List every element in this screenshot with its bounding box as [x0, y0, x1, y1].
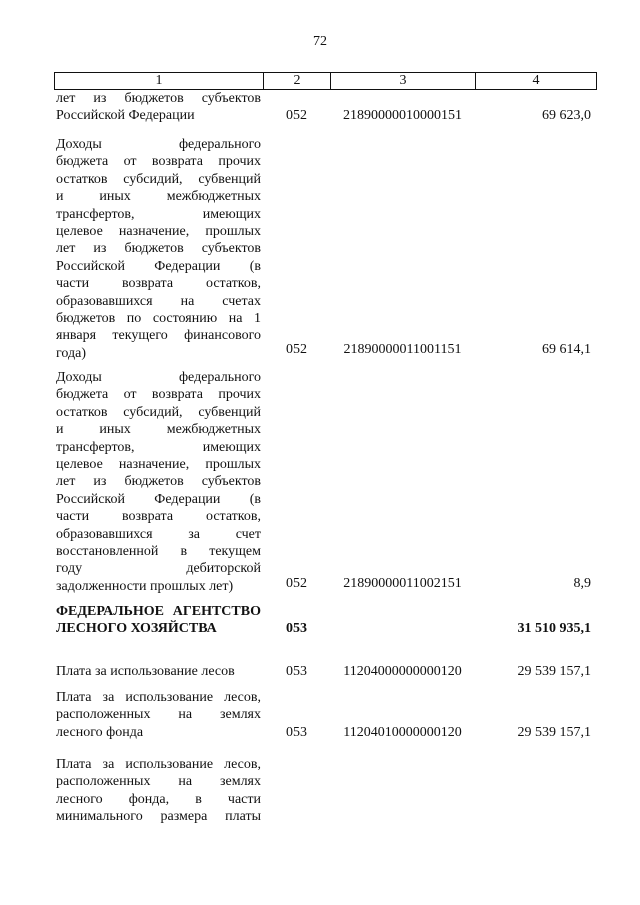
admin-code: 052 [286, 108, 307, 123]
description-line: минимального размера платы [56, 809, 261, 825]
admin-code: 052 [286, 576, 307, 591]
budget-code: 21890000011001151 [343, 342, 462, 357]
table-header [54, 72, 597, 90]
row-description [56, 90, 261, 125]
admin-code: 053 [286, 725, 307, 740]
budget-code: 21890000010000151 [343, 108, 462, 123]
description-line: лет из бюджетов субъектов [56, 474, 261, 490]
row-description [56, 603, 261, 638]
admin-code: 053 [286, 664, 307, 679]
description-line: лет из бюджетов субъектов [56, 91, 261, 106]
budget-code: 21890000011002151 [343, 576, 462, 591]
description-line: расположенных на землях [56, 774, 261, 790]
description-line: лесного фонда [56, 724, 144, 740]
admin-code: 053 [286, 621, 307, 636]
description-line: остатков субсидий, субвенций [56, 171, 261, 187]
description-line: целевое назначение, прошлых [56, 224, 261, 240]
description-line: образовавшихся на счетах [56, 293, 261, 309]
column-header-4: 4 [532, 73, 540, 88]
description-line: задолженности прошлых лет) [56, 578, 234, 594]
budget-code: 11204010000000120 [343, 725, 462, 740]
description-line: января текущего финансового [56, 328, 261, 344]
description-line: Плата за использование лесов [56, 664, 235, 679]
description-line: бюджета от возврата прочих [56, 154, 261, 170]
row-description [56, 136, 261, 362]
description-line: бюджетов по состоянию на 1 [56, 311, 261, 327]
description-line: и иных межбюджетных [56, 422, 261, 438]
amount: 29 539 157,1 [517, 664, 591, 679]
row-description [56, 689, 261, 741]
description-line: бюджета от возврата прочих [56, 387, 261, 403]
row-description [56, 663, 261, 680]
column-header-2: 2 [264, 73, 331, 89]
amount: 29 539 157,1 [517, 725, 591, 740]
description-line: ФЕДЕРАЛЬНОЕ АГЕНТСТВО [56, 604, 261, 619]
description-line: Плата за использование лесов, [56, 757, 261, 772]
description-line: лесного фонда, в части [56, 791, 261, 807]
description-line: остатков субсидий, субвенций [56, 404, 261, 420]
page-number: 72 [313, 34, 327, 49]
description-line: лет из бюджетов субъектов [56, 241, 261, 257]
amount: 69 614,1 [542, 342, 591, 357]
description-line: расположенных на землях [56, 707, 261, 723]
amount: 8,9 [573, 576, 591, 591]
amount: 31 510 935,1 [517, 621, 591, 636]
description-line: целевое назначение, прошлых [56, 457, 261, 473]
description-line: части возврата остатков, [56, 276, 261, 292]
description-line: и иных межбюджетных [56, 189, 261, 205]
description-line: Российской Федерации (в [56, 258, 261, 274]
column-header-1: 1 [55, 73, 264, 89]
admin-code: 052 [286, 342, 307, 357]
row-description [56, 369, 261, 595]
description-line: Плата за использование лесов, [56, 690, 261, 705]
description-line: восстановленной в текущем [56, 544, 261, 560]
description-line: части возврата остатков, [56, 509, 261, 525]
description-line: трансфертов, имеющих [56, 439, 261, 455]
description-line: года) [56, 345, 86, 361]
description-line: году дебиторской [56, 561, 261, 577]
description-line: образовавшихся за счет [56, 526, 261, 542]
description-line: Российской Федерации [56, 108, 195, 124]
budget-code: 11204000000000120 [343, 664, 462, 679]
amount: 69 623,0 [542, 108, 591, 123]
description-line: ЛЕСНОГО ХОЗЯЙСТВА [56, 621, 217, 637]
row-description [56, 756, 261, 826]
description-line: Доходы федерального [56, 370, 261, 385]
description-line: Доходы федерального [56, 137, 261, 152]
column-header-3: 3 [331, 73, 476, 89]
description-line: Российской Федерации (в [56, 491, 261, 507]
description-line: трансфертов, имеющих [56, 206, 261, 222]
